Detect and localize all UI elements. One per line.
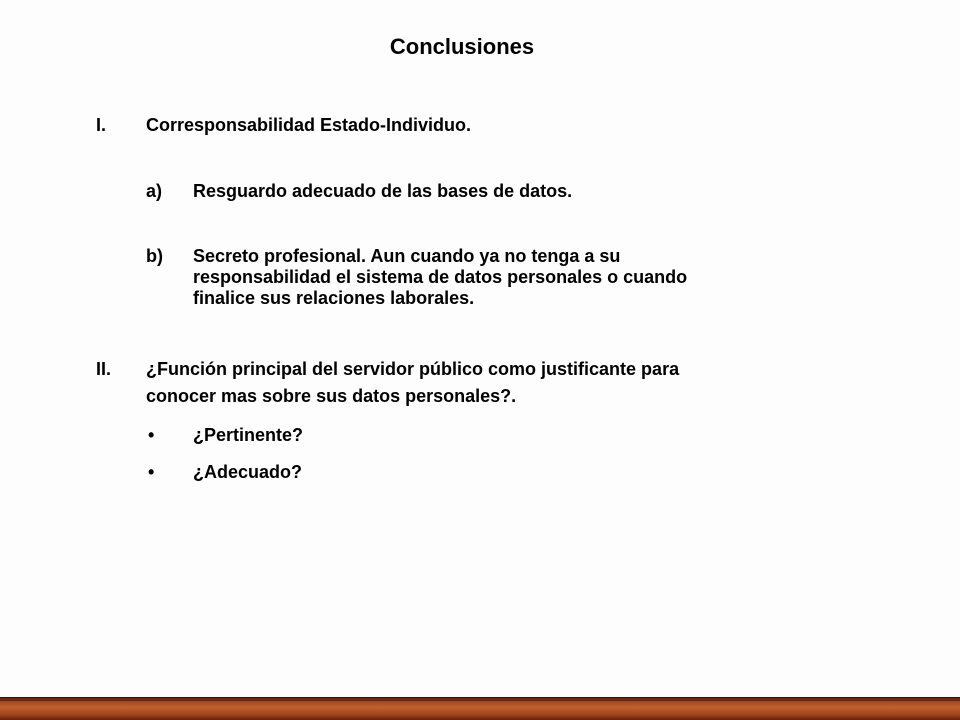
section-2-line-1: ¿Función principal del servidor público como justificante para — [146, 359, 680, 379]
slide-title: Conclusiones — [389, 34, 535, 59]
item-b-line-3: finalice sus relaciones laborales. — [193, 288, 475, 308]
section-1-heading: Corresponsabilidad Estado-Individuo. — [146, 115, 472, 135]
item-b-marker: b) — [146, 246, 163, 266]
section-2-marker: II. — [96, 359, 112, 379]
item-b-line-1: Secreto profesional. Aun cuando ya no tenga a su — [193, 246, 621, 266]
item-a-text: Resguardo adecuado de las bases de datos. — [193, 181, 573, 201]
item-a-marker: a) — [146, 181, 163, 201]
bullet-2-text: ¿Adecuado? — [193, 462, 303, 482]
section-2-line-2: conocer mas sobre sus datos personales?. — [146, 386, 517, 406]
footer-bar — [0, 697, 960, 720]
bullet-2-marker: • — [148, 462, 155, 482]
item-b-line-2: responsabilidad el sistema de datos personales o cuando — [193, 267, 688, 287]
bullet-1-marker: • — [148, 425, 155, 445]
section-1-marker: I. — [96, 115, 107, 135]
bullet-1-text: ¿Pertinente? — [193, 425, 304, 445]
